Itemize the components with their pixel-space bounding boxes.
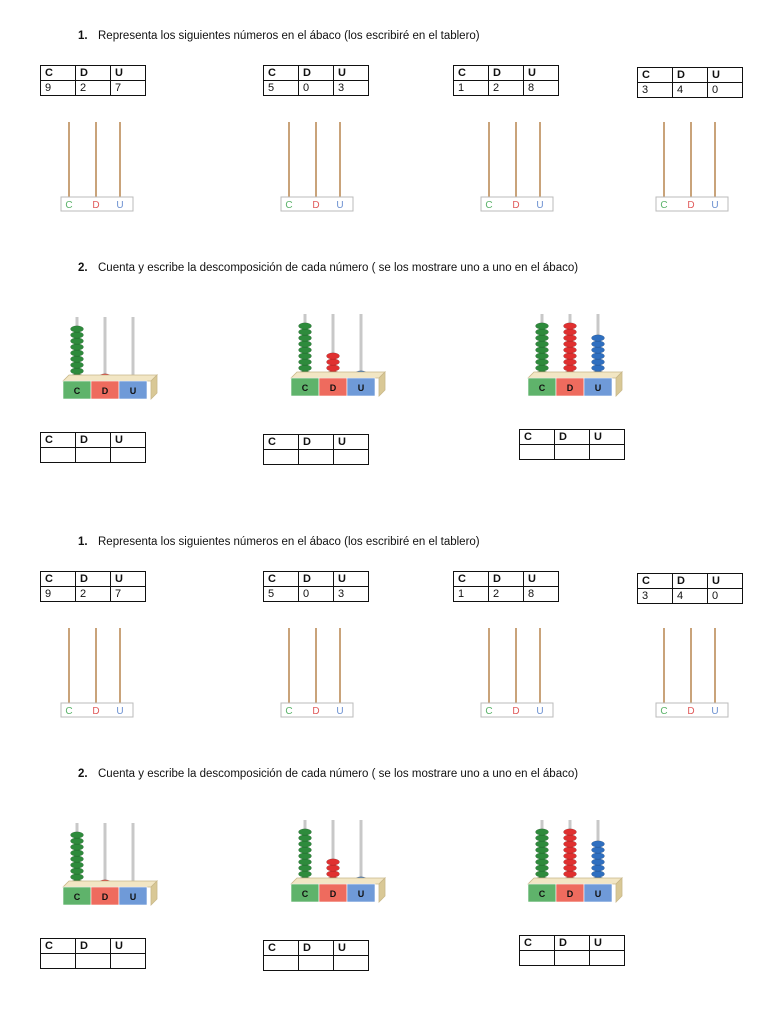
bead (299, 847, 312, 853)
exercise-2-text: Cuenta y escribe la descomposición de cada número ( se los mostrare uno a uno en el ábaco) (98, 262, 579, 274)
abacus-base-top (63, 881, 157, 887)
bead (71, 874, 84, 880)
bead (327, 859, 340, 865)
exercise-1-text: Representa los siguientes números en el ábaco (los escribiré en el tablero) (98, 536, 480, 548)
bead (592, 347, 605, 353)
digit-cell: 0 (299, 587, 334, 602)
abacus-label: D (687, 706, 695, 717)
header-cell: D (673, 68, 708, 83)
answer-cell[interactable] (76, 954, 111, 969)
header-cell: C (520, 430, 555, 445)
exercise-1-number: 1. (78, 30, 88, 42)
place-label: D (101, 386, 109, 396)
value-table (263, 65, 369, 96)
bead (564, 841, 577, 847)
answer-table (40, 938, 146, 969)
bead (536, 841, 549, 847)
abacus-label: C (660, 200, 668, 211)
header-cell: U (111, 66, 146, 81)
bead-rod (132, 317, 135, 381)
abacus-label: D (92, 706, 100, 717)
place-label: U (357, 889, 365, 899)
bead (536, 365, 549, 371)
bead (71, 362, 84, 368)
bead (299, 853, 312, 859)
answer-cell[interactable] (76, 448, 111, 463)
abacus-label: D (687, 200, 695, 211)
header-cell: D (76, 66, 111, 81)
header-cell: U (111, 939, 146, 954)
abacus-label: D (512, 706, 520, 717)
exercise-2-text: Cuenta y escribe la descomposición de cada número ( se los mostrare uno a uno en el ábaco) (98, 768, 579, 780)
abacus-label: U (536, 200, 544, 211)
bead-abacus (55, 821, 160, 916)
bead (71, 838, 84, 844)
header-cell: C (520, 936, 555, 951)
answer-cell[interactable] (111, 448, 146, 463)
bead (564, 323, 577, 329)
abacus-label: U (536, 706, 544, 717)
digit-cell: 0 (299, 81, 334, 96)
header-cell: D (555, 936, 590, 951)
digit-cell: 1 (454, 81, 489, 96)
bead (71, 356, 84, 362)
worksheet-block-2 (0, 506, 768, 1011)
exercise-2-number: 2. (78, 262, 88, 274)
exercise-1-instruction (78, 536, 480, 548)
digit-cell: 2 (489, 587, 524, 602)
digit-cell: 2 (489, 81, 524, 96)
empty-abacus (280, 628, 355, 720)
bead (327, 871, 340, 877)
answer-cell[interactable] (334, 956, 369, 971)
bead (564, 347, 577, 353)
bead (299, 323, 312, 329)
place-label: C (73, 892, 81, 902)
bead (536, 359, 549, 365)
place-label: D (566, 383, 574, 393)
header-cell: C (41, 939, 76, 954)
bead (564, 847, 577, 853)
abacus-label: D (512, 200, 520, 211)
bead (71, 844, 84, 850)
bead (299, 347, 312, 353)
header-cell: C (454, 572, 489, 587)
bead (71, 850, 84, 856)
bead (592, 353, 605, 359)
answer-cell[interactable] (41, 448, 76, 463)
header-cell: C (264, 572, 299, 587)
exercise-1-number: 1. (78, 536, 88, 548)
exercise-2-instruction (78, 262, 578, 274)
bead (564, 859, 577, 865)
bead-abacus (283, 818, 388, 913)
bead (564, 353, 577, 359)
place-label: C (538, 889, 546, 899)
place-label: D (566, 889, 574, 899)
bead (564, 365, 577, 371)
answer-cell[interactable] (264, 956, 299, 971)
answer-cell[interactable] (520, 445, 555, 460)
abacus-label: U (116, 200, 124, 211)
header-cell: U (334, 941, 369, 956)
abacus-label: U (336, 706, 344, 717)
abacus-base-top (291, 878, 385, 884)
header-cell: D (299, 941, 334, 956)
digit-cell: 4 (673, 589, 708, 604)
header-cell: C (264, 66, 299, 81)
bead (71, 338, 84, 344)
digit-cell: 1 (454, 587, 489, 602)
bead-abacus (520, 818, 625, 913)
abacus-base-top (528, 878, 622, 884)
bead-abacus (55, 315, 160, 410)
answer-cell[interactable] (299, 956, 334, 971)
abacus-label: U (116, 706, 124, 717)
digit-cell: 3 (638, 589, 673, 604)
bead (536, 847, 549, 853)
exercise-2-instruction (78, 768, 578, 780)
answer-cell[interactable] (590, 445, 625, 460)
bead (592, 871, 605, 877)
empty-abacus (280, 122, 355, 214)
abacus-label: U (711, 200, 719, 211)
abacus-label: D (312, 706, 320, 717)
place-label: U (129, 386, 137, 396)
digit-cell: 3 (334, 81, 369, 96)
answer-cell[interactable] (264, 450, 299, 465)
bead (564, 865, 577, 871)
bead (299, 353, 312, 359)
place-label: U (357, 383, 365, 393)
abacus-label: D (312, 200, 320, 211)
bead-rod (132, 823, 135, 887)
place-label: D (329, 889, 337, 899)
bead (71, 862, 84, 868)
bead-rod (360, 820, 363, 884)
bead (71, 832, 84, 838)
bead (592, 859, 605, 865)
place-label: U (594, 889, 602, 899)
value-table (637, 67, 743, 98)
empty-abacus (655, 122, 730, 214)
value-table (40, 571, 146, 602)
empty-abacus (655, 628, 730, 720)
bead (299, 329, 312, 335)
header-cell: C (41, 66, 76, 81)
empty-abacus (480, 122, 555, 214)
digit-cell: 3 (638, 83, 673, 98)
answer-cell[interactable] (555, 951, 590, 966)
abacus-label: C (65, 706, 73, 717)
digit-cell: 7 (111, 81, 146, 96)
header-cell: U (524, 572, 559, 587)
bead (564, 359, 577, 365)
answer-cell[interactable] (111, 954, 146, 969)
answer-cell[interactable] (520, 951, 555, 966)
bead (299, 841, 312, 847)
value-table (453, 571, 559, 602)
bead (71, 332, 84, 338)
digit-cell: 5 (264, 587, 299, 602)
bead (536, 871, 549, 877)
bead (299, 865, 312, 871)
abacus-label: C (485, 706, 493, 717)
bead (327, 365, 340, 371)
answer-table (263, 940, 369, 971)
header-cell: D (76, 433, 111, 448)
header-cell: D (555, 430, 590, 445)
header-cell: U (111, 433, 146, 448)
digit-cell: 2 (76, 587, 111, 602)
empty-abacus (60, 628, 135, 720)
bead (592, 341, 605, 347)
place-label: C (538, 383, 546, 393)
bead-rod (104, 317, 107, 381)
answer-table (40, 432, 146, 463)
abacus-base-top (528, 372, 622, 378)
place-label: C (301, 383, 309, 393)
bead (536, 865, 549, 871)
value-table (453, 65, 559, 96)
header-cell: D (76, 572, 111, 587)
bead (71, 868, 84, 874)
bead (299, 335, 312, 341)
header-cell: U (708, 574, 743, 589)
bead (564, 853, 577, 859)
bead (592, 853, 605, 859)
header-cell: U (524, 66, 559, 81)
abacus-label: C (660, 706, 668, 717)
bead (536, 829, 549, 835)
abacus-label: U (336, 200, 344, 211)
value-table (263, 571, 369, 602)
header-cell: D (299, 435, 334, 450)
exercise-1-text: Representa los siguientes números en el ábaco (los escribiré en el tablero) (98, 30, 480, 42)
empty-abacus (480, 628, 555, 720)
header-cell: D (299, 572, 334, 587)
header-cell: D (673, 574, 708, 589)
digit-cell: 0 (708, 83, 743, 98)
abacus-base-top (63, 375, 157, 381)
place-label: U (129, 892, 137, 902)
worksheet-block-1 (0, 0, 768, 505)
header-cell: C (41, 433, 76, 448)
bead (564, 829, 577, 835)
bead (592, 335, 605, 341)
header-cell: U (334, 435, 369, 450)
bead (299, 835, 312, 841)
bead (71, 368, 84, 374)
bead (299, 359, 312, 365)
header-cell: U (708, 68, 743, 83)
header-cell: C (638, 574, 673, 589)
bead (536, 329, 549, 335)
bead (71, 350, 84, 356)
abacus-label: C (485, 200, 493, 211)
answer-table (519, 935, 625, 966)
bead (299, 341, 312, 347)
bead (536, 347, 549, 353)
bead (71, 856, 84, 862)
place-label: U (594, 383, 602, 393)
place-label: D (101, 892, 109, 902)
header-cell: D (489, 572, 524, 587)
digit-cell: 4 (673, 83, 708, 98)
digit-cell: 2 (76, 81, 111, 96)
header-cell: D (76, 939, 111, 954)
header-cell: U (590, 430, 625, 445)
bead (564, 329, 577, 335)
digit-cell: 7 (111, 587, 146, 602)
answer-cell[interactable] (41, 954, 76, 969)
bead (564, 835, 577, 841)
digit-cell: 8 (524, 81, 559, 96)
bead (536, 853, 549, 859)
place-label: C (73, 386, 81, 396)
answer-cell[interactable] (334, 450, 369, 465)
bead (592, 365, 605, 371)
header-cell: U (334, 572, 369, 587)
exercise-1-instruction (78, 30, 480, 42)
header-cell: C (41, 572, 76, 587)
digit-cell: 9 (41, 587, 76, 602)
bead (536, 341, 549, 347)
bead (299, 365, 312, 371)
bead (299, 859, 312, 865)
bead-abacus (283, 312, 388, 407)
answer-cell[interactable] (590, 951, 625, 966)
bead (592, 847, 605, 853)
bead (592, 865, 605, 871)
bead (536, 859, 549, 865)
bead (564, 335, 577, 341)
value-table (40, 65, 146, 96)
header-cell: U (590, 936, 625, 951)
abacus-label: C (285, 706, 293, 717)
bead (536, 335, 549, 341)
bead (71, 326, 84, 332)
bead-rod (360, 314, 363, 378)
header-cell: U (111, 572, 146, 587)
digit-cell: 5 (264, 81, 299, 96)
place-label: D (329, 383, 337, 393)
abacus-label: U (711, 706, 719, 717)
abacus-label: C (65, 200, 73, 211)
place-label: C (301, 889, 309, 899)
bead (536, 323, 549, 329)
value-table (637, 573, 743, 604)
bead (327, 865, 340, 871)
abacus-base-top (291, 372, 385, 378)
bead (327, 353, 340, 359)
abacus-label: C (285, 200, 293, 211)
digit-cell: 0 (708, 589, 743, 604)
digit-cell: 9 (41, 81, 76, 96)
bead-abacus (520, 312, 625, 407)
bead (592, 359, 605, 365)
header-cell: C (638, 68, 673, 83)
bead (536, 353, 549, 359)
bead (299, 829, 312, 835)
bead (299, 871, 312, 877)
answer-table (263, 434, 369, 465)
bead-rod (104, 823, 107, 887)
answer-cell[interactable] (299, 450, 334, 465)
header-cell: D (299, 66, 334, 81)
header-cell: D (489, 66, 524, 81)
bead (71, 344, 84, 350)
answer-cell[interactable] (555, 445, 590, 460)
exercise-2-number: 2. (78, 768, 88, 780)
bead (592, 841, 605, 847)
abacus-label: D (92, 200, 100, 211)
bead (564, 871, 577, 877)
answer-table (519, 429, 625, 460)
header-cell: C (264, 435, 299, 450)
digit-cell: 3 (334, 587, 369, 602)
header-cell: U (334, 66, 369, 81)
digit-cell: 8 (524, 587, 559, 602)
empty-abacus (60, 122, 135, 214)
bead (536, 835, 549, 841)
bead (564, 341, 577, 347)
header-cell: C (454, 66, 489, 81)
header-cell: C (264, 941, 299, 956)
bead (327, 359, 340, 365)
